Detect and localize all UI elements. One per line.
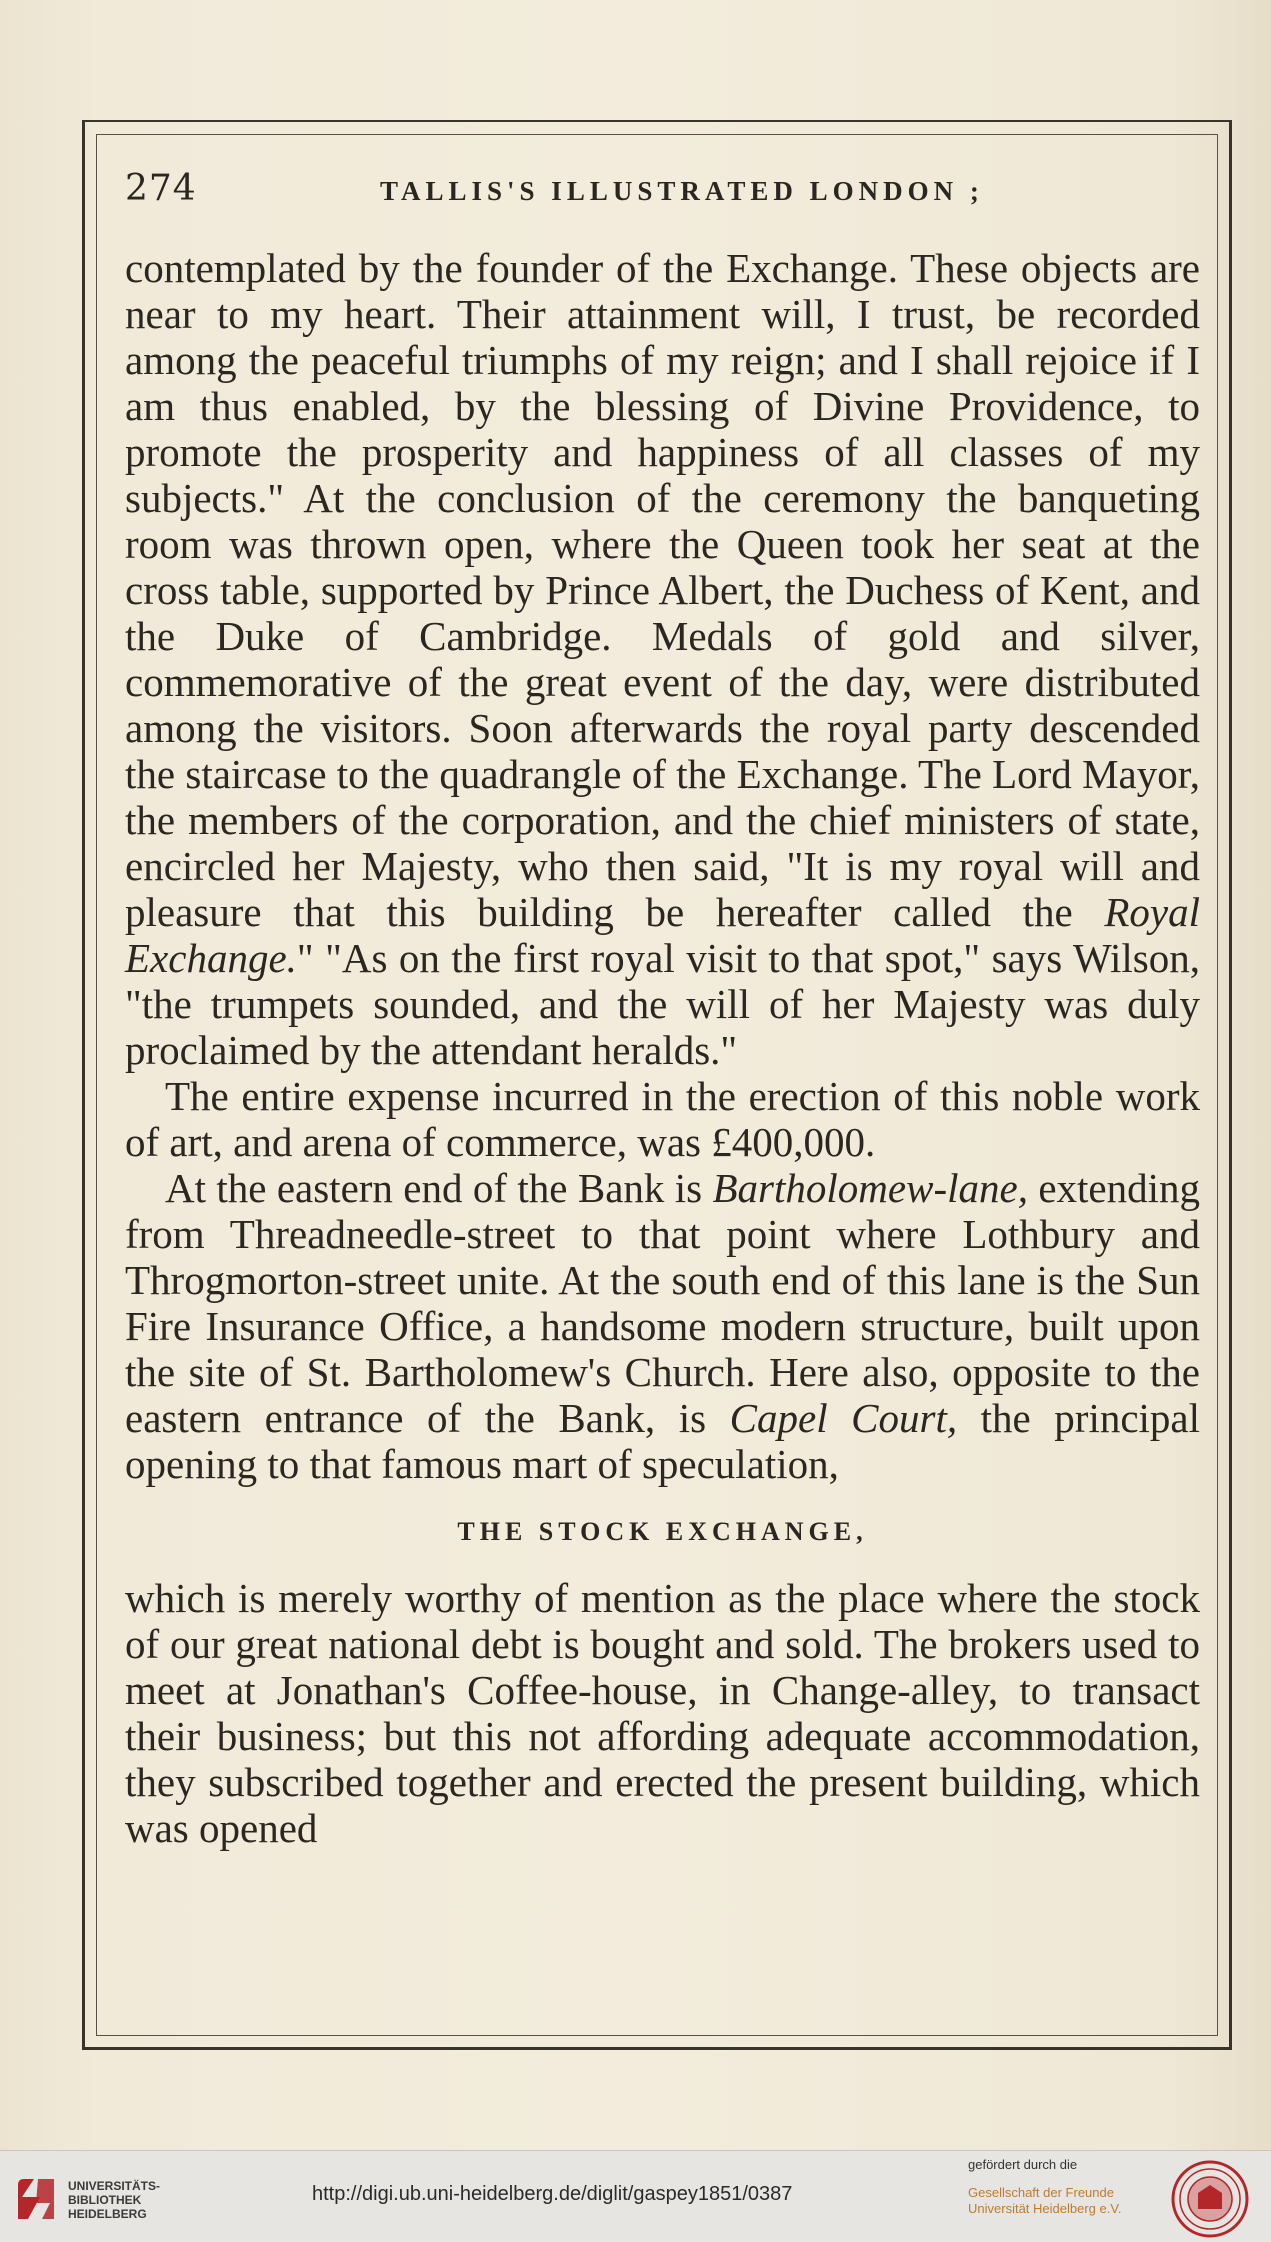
- paragraph: [125, 1073, 1200, 1165]
- page-number: 274: [125, 168, 197, 209]
- paragraph-text: contemplated by the founder of the Exchange. These objects are near to my heart. Their attainment will, I trust, be recorded among the peaceful triumphs of my reign; and I shall rejoice if I am thus enabled, by the blessing of Divine Providence, to promote the prosperity and happiness of all classes of my subjects." At the conclusion of the ceremony the banqueting room was thrown open, where the Queen took her seat at the cross table, supported by Prince Albert, the Duchess of Kent, and the Duke of Cambridge. Medals of gold and silver, commemorative of the great event of the day, were distributed among the visitors. Soon afterwards the royal party descended the staircase to the quadrangle of the Exchange. The Lord Mayor, the members of the corporation, and the chief ministers of state, encircled her Majesty, who then said, "It is my royal will and pleasure that this building be hereafter called the: [125, 245, 1200, 935]
- paragraph-text: " "As on the first royal visit to that spot," says Wilson, "the trumpets sounded, and the will of her Majesty was duly proclaimed by the attendant heralds.": [125, 935, 1200, 1073]
- digitization-footer: [0, 2150, 1271, 2242]
- running-head: [125, 168, 1195, 218]
- library-logo-icon: [14, 2175, 58, 2223]
- paragraph-text: extending from Threadneedle-street to that point where Lothbury and Throgmorton-street unite. At the south end of this lane is the Sun Fire Insurance Office, a handsome modern structure, built upon the site of St. Bartholomew's Church. Here also, opposite to the eastern entrance of the Bank, is: [125, 1165, 1201, 1441]
- italic-term: Bartholomew-lane,: [712, 1165, 1028, 1211]
- paragraph: [125, 245, 1200, 1073]
- italic-term: Capel Court,: [729, 1395, 958, 1441]
- paragraph-text: At the eastern end of the Bank is: [165, 1165, 703, 1211]
- society-name: Gesellschaft der Freunde Universität Heidelberg e.V.: [968, 2185, 1122, 2216]
- funded-by-label: gefördert durch die: [968, 2157, 1078, 2172]
- running-title: TALLIS'S ILLUSTRATED LONDON ;: [380, 176, 984, 206]
- university-seal-icon: [1170, 2159, 1250, 2239]
- paragraph: [125, 1165, 1200, 1487]
- paragraph: [125, 1575, 1200, 1851]
- paragraph-text: The entire expense incurred in the erection of this noble work of art, and arena of commerce, was £400,000.: [125, 1073, 1200, 1165]
- paragraph-text: the principal opening to that famous mart of speculation,: [125, 1395, 1201, 1487]
- paragraph-text: which is merely worthy of mention as the place where the stock of our great national debt is bought and sold. The brokers used to meet at Jonathan's Coffee-house, in Change-alley, to transact their business; but this not affording adequate accommodation, they subscribed together and erected the present building, which was opened: [125, 1575, 1200, 1851]
- section-heading: THE STOCK EXCHANGE,: [457, 1517, 868, 1546]
- library-name: UNIVERSITÄTS- BIBLIOTHEK HEIDELBERG: [68, 2179, 161, 2221]
- permalink-url[interactable]: http://digi.ub.uni-heidelberg.de/diglit/gaspey1851/0387: [312, 2183, 793, 2205]
- body-text: [125, 245, 1200, 1851]
- italic-term: Royal Exchange.: [125, 889, 1200, 981]
